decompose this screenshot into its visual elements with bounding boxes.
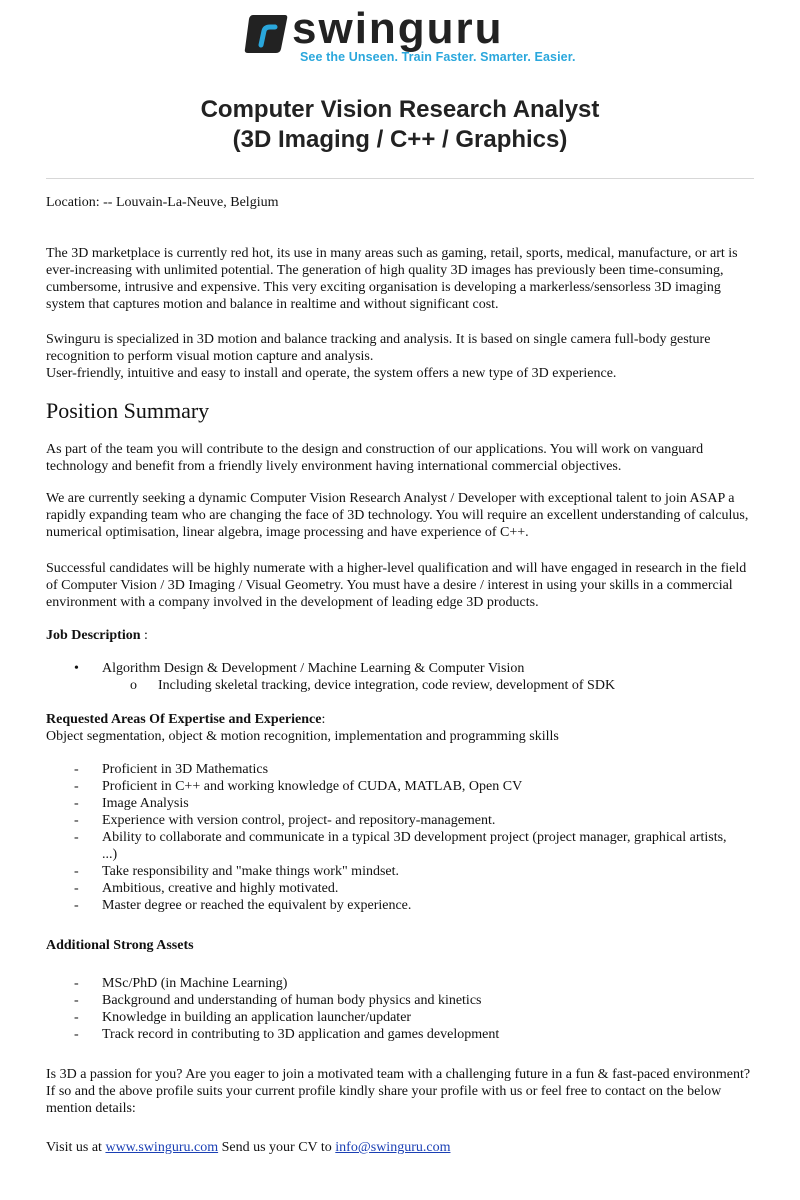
dash-icon: - [74,779,79,794]
location: Location: -- Louvain-La-Neuve, Belgium [46,195,279,210]
brand-tagline: See the Unseen. Train Faster. Smarter. Easier. [300,50,576,64]
cv-text: Send us your CV to [218,1140,336,1155]
list-item: Take responsibility and "make things work" mindset. [102,864,400,879]
job-description-heading [46,627,756,644]
intro-paragraph-3: User-friendly, intuitive and easy to install and operate, the system offers a new type of 3D experience. [46,366,617,381]
job-sub-item: Including skeletal tracking, device integration, code review, development of SDK [158,678,616,693]
dash-icon: - [74,813,79,828]
website-link[interactable]: www.swinguru.com [105,1140,219,1155]
summary-paragraph-3: Successful candidates will be highly numerate with a higher-level qualification and will have engaged in research in the field of Computer Vision / 3D Imaging / Visual Geometry. You must have a desire / interest in using your skills in a commercial environment with a company involved in the development of leading edge 3D products. [46,561,747,610]
summary-paragraph-2: We are currently seeking a dynamic Computer Vision Research Analyst / Developer with exceptional talent to join ASAP a rapidly expanding team who are changing the face of 3D technology. You will require an excellent understanding of calculus, numerical optimisation, linear algebra, image processing and have experience of C++. [46,491,749,540]
brand-name: swinguru [292,4,504,53]
page-title [0,95,800,155]
contact-line [46,1139,756,1156]
expertise-heading [46,711,756,728]
expertise-colon: : [321,712,326,727]
list-item: MSc/PhD (in Machine Learning) [102,976,288,991]
list-item: Ambitious, creative and highly motivated. [102,881,339,896]
job-item: Algorithm Design & Development / Machine Learning & Computer Vision [102,661,525,676]
job-description-label: Job Description [46,628,141,643]
header [0,0,800,80]
list-item: Track record in contributing to 3D application and games development [102,1027,500,1042]
dash-icon: - [74,898,79,913]
list-item: Proficient in C++ and working knowledge of CUDA, MATLAB, Open CV [102,779,523,794]
bullet-icon: • [74,661,79,676]
list-item: Image Analysis [102,796,189,811]
divider [46,178,754,179]
email-link[interactable]: info@swinguru.com [335,1140,451,1155]
expertise-label: Requested Areas Of Expertise and Experience [46,712,322,727]
list-item: Knowledge in building an application launcher/updater [102,1010,412,1025]
dash-icon: - [74,993,79,1008]
assets-heading: Additional Strong Assets [46,938,194,953]
dash-icon: - [74,762,79,777]
intro-paragraph-2: Swinguru is specialized in 3D motion and balance tracking and analysis. It is based on single camera full-body gesture recognition to perform visual motion capture and analysis. [46,332,711,364]
list-item: Experience with version control, project- and repository-management. [102,813,496,828]
dash-icon: - [74,1027,79,1042]
title-line-1: Computer Vision Research Analyst [200,96,600,123]
dash-icon: - [74,796,79,811]
dash-icon: - [74,1010,79,1025]
title-line-2: (3D Imaging / C++ / Graphics) [232,126,568,153]
job-description-colon: : [140,628,148,643]
position-summary-heading: Position Summary [46,398,210,423]
intro-paragraph-1: The 3D marketplace is currently red hot, its use in many areas such as gaming, retail, sports, medical, manufacture, or art is ever-increasing with unlimited potential. The generation of high quality 3D images has previously been time-consuming, cumbersome, intrusive and expensive. This very exciting organisation is developing a markerless/sensorless 3D imaging system that captures motion and balance in realtime and without significant cost. [46,246,738,312]
visit-text: Visit us at [46,1140,106,1155]
dash-icon: - [74,830,79,845]
expertise-intro: Object segmentation, object & motion recognition, implementation and programming skills [46,729,559,744]
swinguru-logo-icon [244,14,288,54]
list-item: Background and understanding of human body physics and kinetics [102,993,482,1008]
list-item: Ability to collaborate and communicate in a typical 3D development project (project manager, graphical artists, ...) [102,830,727,862]
dash-icon: - [74,864,79,879]
closing-paragraph: Is 3D a passion for you? Are you eager to join a motivated team with a challenging future in a fun & fast-paced environment? If so and the above profile suits your current profile kindly share your profile with us or feel free to contact on the below mention details: [46,1067,751,1116]
list-item: Master degree or reached the equivalent by experience. [102,898,412,913]
dash-icon: - [74,881,79,896]
summary-paragraph-1: As part of the team you will contribute to the design and construction of our applications. You will work on vanguard technology and benefit from a friendly lively environment having international commercial objectives. [46,442,704,474]
dash-icon: - [74,976,79,991]
sub-bullet-icon: o [130,678,137,693]
list-item: Proficient in 3D Mathematics [102,762,269,777]
